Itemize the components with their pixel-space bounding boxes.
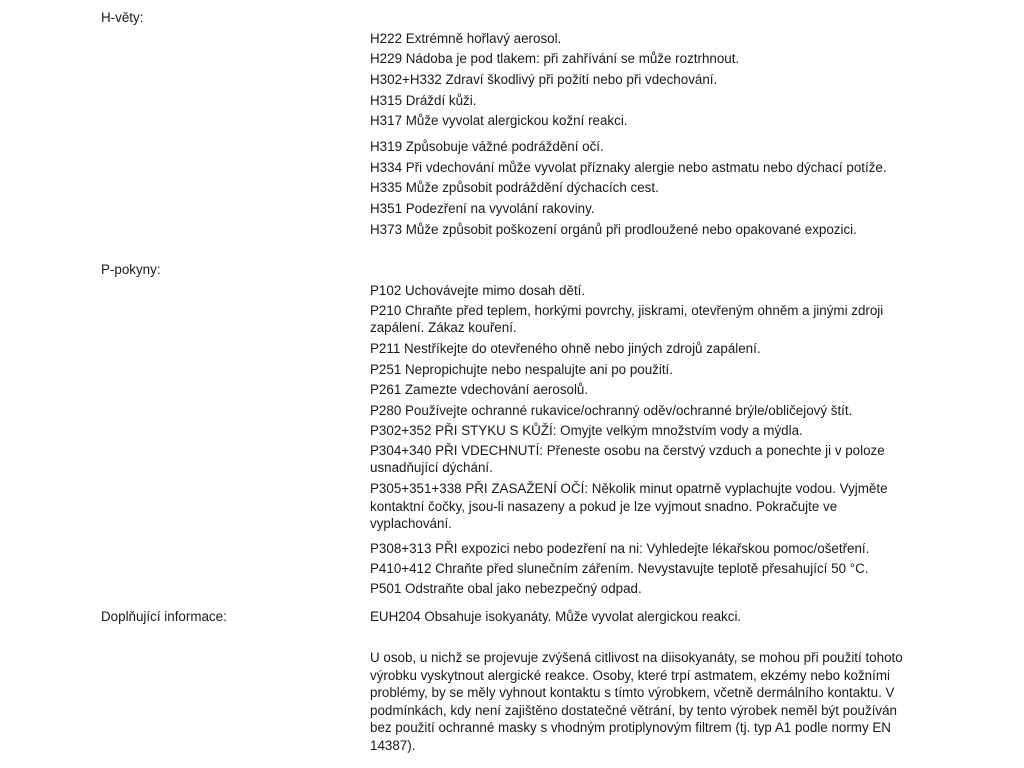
statement-line: P304+340 PŘI VDECHNUTÍ: Přeneste osobu na čerstvý vzduch a ponechte ji v poloze	[370, 443, 885, 458]
statement-line: H317 Může vyvolat alergickou kožní reakci.	[370, 113, 628, 128]
statement-line: P210 Chraňte před teplem, horkými povrchy, jiskrami, otevřeným ohněm a jinými zdroji	[370, 303, 884, 318]
statement-continuation-line: usnadňující dýchání.	[370, 460, 493, 475]
statement-line: P280 Používejte ochranné rukavice/ochranný oděv/ochranné brýle/obličejový štít.	[370, 403, 853, 418]
statement-line: H302+H332 Zdraví škodlivý při požití nebo při vdechování.	[370, 72, 718, 87]
statement-line: P305+351+338 PŘI ZASAŽENÍ OČÍ: Několik minut opatrně vyplachujte vodou. Vyjměte	[370, 481, 888, 496]
statement-line: P102 Uchovávejte mimo dosah dětí.	[370, 283, 586, 298]
statement-continuation-line: vyplachování.	[370, 516, 452, 531]
statement-line: H334 Při vdechování může vyvolat příznaky alergie nebo astmatu nebo dýchací potíže.	[370, 160, 887, 175]
statement-continuation-line: podmínkách, kdy není zajištěno dostatečné větrání, by tento výrobek neměl být používán	[370, 703, 898, 718]
statement-continuation-line: problémy, by se měly vyhnout kontaktu s tímto výrobkem, včetně dermálního kontaktu. V	[370, 685, 895, 700]
statement-line: H335 Může způsobit podráždění dýchacích cest.	[370, 180, 659, 195]
statement-line: H319 Způsobuje vážné podráždění očí.	[370, 139, 604, 154]
statement-continuation-line: zapálení. Zákaz kouření.	[370, 320, 517, 335]
statement-line: H229 Nádoba je pod tlakem: při zahřívání se může roztrhnout.	[370, 51, 740, 66]
statement-line: P410+412 Chraňte před slunečním zářením. Nevystavujte teplotě přesahující 50 °C.	[370, 561, 869, 576]
statement-line: H373 Může způsobit poškození orgánů při prodloužené nebo opakované expozici.	[370, 222, 857, 237]
statement-line: P211 Nestříkejte do otevřeného ohně nebo jiných zdrojů zapálení.	[370, 341, 761, 356]
statement-line: P308+313 PŘI expozici nebo podezření na ni: Vyhledejte lékařskou pomoc/ošetření.	[370, 541, 870, 556]
statement-continuation-line: bez použití ochranné masky s vhodným protiplynovým filtrem (tj. typ A1 podle normy EN	[370, 720, 891, 735]
statement-line: P501 Odstraňte obal jako nebezpečný odpad.	[370, 581, 642, 596]
statement-line: P261 Zamezte vdechování aerosolů.	[370, 382, 589, 397]
statement-line: P302+352 PŘI STYKU S KŮŽÍ: Omyjte velkým množstvím vody a mýdla.	[370, 423, 803, 438]
section-label: P-pokyny:	[101, 262, 161, 277]
statement-line: P251 Nepropichujte nebo nespalujte ani po použití.	[370, 362, 673, 377]
statement-continuation-line: výrobku vyskytnout alergické reakce. Osoby, které trpí astmatem, ekzémy nebo kožními	[370, 668, 890, 683]
statement-continuation-line: 14387).	[370, 738, 416, 753]
statement-line: H222 Extrémně hořlavý aerosol.	[370, 31, 562, 46]
statement-line: H315 Dráždí kůži.	[370, 93, 477, 108]
statement-continuation-line: kontaktní čočky, jsou-li nasazeny a pokud je lze vyjmout snadno. Pokračujte ve	[370, 499, 838, 514]
statement-line: H351 Podezření na vyvolání rakoviny.	[370, 201, 595, 216]
statement-line: EUH204 Obsahuje isokyanáty. Může vyvolat alergickou reakci.	[370, 609, 742, 624]
section-label: Doplňující informace:	[101, 609, 227, 624]
section-label: H-věty:	[101, 10, 144, 25]
statement-line: U osob, u nichž se projevuje zvýšená citlivost na diisokyanáty, se mohou při použití tohoto	[370, 650, 903, 665]
